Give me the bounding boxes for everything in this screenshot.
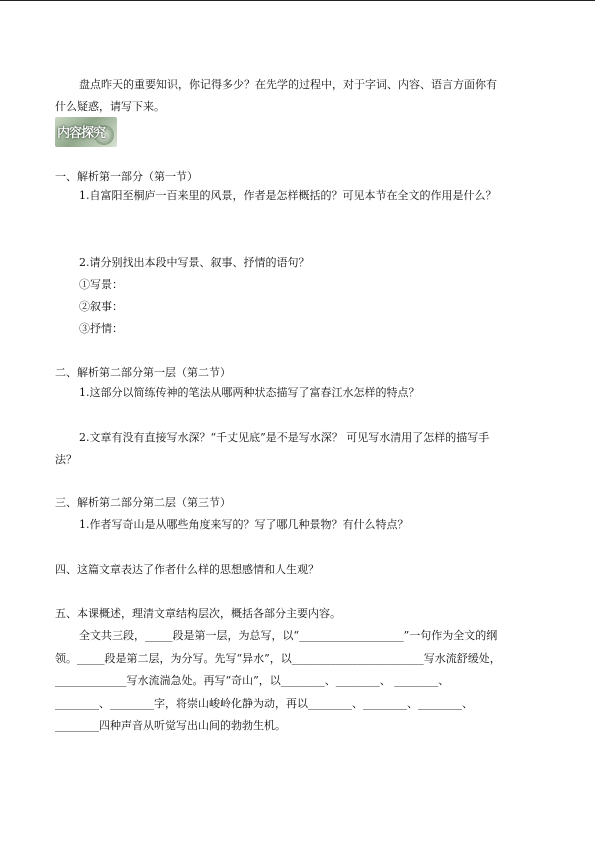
section-3-question-1: 1.作者写奇山是从哪些角度来写的？写了哪几种景物？有什么特点？ — [79, 518, 409, 531]
section-5-paragraph-line-4: ________、________字，将崇山峻岭化静为动，再以________、________、________、 — [55, 697, 473, 710]
section-1-question-1: 1.自富阳至桐庐一百来里的风景，作者是怎样概括的？可见本节在全文的作用是什么？ — [79, 189, 497, 202]
section-5-heading: 五、本课概述，理清文章结构层次，概括各部分主要内容。 — [55, 607, 341, 620]
section-5-paragraph-line-5: ________四种声音从听觉写出山间的勃勃生机。 — [55, 719, 286, 732]
section-2-question-2-line-1: 2.文章有没有直接写水深？“千丈见底”是不是写水深？ 可见写水清用了怎样的描写手 — [79, 431, 490, 444]
banner-label: 内容探究 — [57, 126, 106, 141]
section-1-answer-emotion: ③抒情： — [79, 322, 123, 335]
intro-line-1: 盘点昨天的重要知识，你记得多少？在先学的过程中，对于字词、内容、语言方面你有 — [79, 78, 497, 91]
section-5-paragraph-line-1: 全文共三段，_____段是第一层，为总写，以“___________________”一句作为全文的纲 — [79, 629, 498, 642]
content-explore-banner — [55, 117, 117, 147]
top-border — [0, 0, 595, 1]
section-1-answer-narration: ②叙事： — [79, 300, 123, 313]
intro-line-2: 什么疑惑，请写下来。 — [55, 100, 165, 113]
section-2-question-2-line-2: 法？ — [55, 453, 77, 466]
section-1-question-2: 2.请分别找出本段中写景、叙事、抒情的语句？ — [79, 256, 310, 269]
section-1-heading: 一、解析第一部分（第一节） — [55, 170, 198, 183]
section-1-answer-scenery: ①写景： — [79, 278, 123, 291]
section-5-paragraph-line-3: _____________写水流湍急处。再写“奇山”，以________、________、 ________、 — [55, 674, 450, 687]
section-2-heading: 二、解析第二部分第一层（第二节） — [55, 366, 231, 379]
section-4-heading: 四、这篇文章表达了作者什么样的思想感情和人生观？ — [55, 563, 319, 576]
section-3-heading: 三、解析第二部分第二层（第三节） — [55, 496, 231, 509]
section-2-question-1: 1.这部分以简练传神的笔法从哪两种状态描写了富春江水怎样的特点？ — [79, 386, 420, 399]
section-5-paragraph-line-2: 领。_____段是第二层，为分写。先写“异水”，以________________________写水流舒缓处， — [55, 652, 501, 665]
